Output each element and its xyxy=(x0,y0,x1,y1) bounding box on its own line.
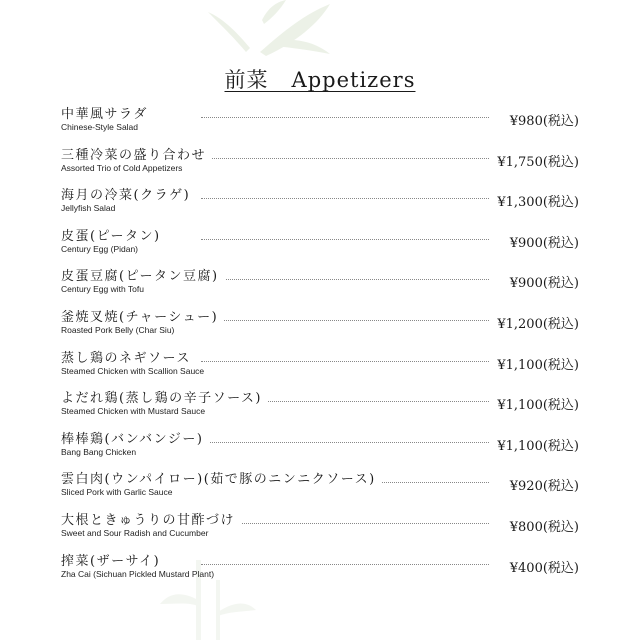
dot-leader xyxy=(201,523,489,524)
item-price: ¥980(税込) xyxy=(509,114,579,129)
item-name-en: Steamed Chicken with Scallion Sauce xyxy=(61,365,205,376)
item-price: ¥900(税込) xyxy=(509,235,579,251)
dot-leader xyxy=(201,442,489,443)
item-price: ¥1,100(税込) xyxy=(497,398,579,414)
menu-item xyxy=(61,425,579,466)
menu-item xyxy=(61,384,579,425)
item-name-en: Jellyfish Salad xyxy=(61,203,116,214)
item-name-en: Bang Bang Chicken xyxy=(61,446,137,457)
item-name-jp: 海月の冷菜(クラゲ) xyxy=(61,184,196,203)
item-price: ¥1,300(税込) xyxy=(497,195,579,211)
item-name-en: Assorted Trio of Cold Appetizers xyxy=(61,162,183,173)
menu-item xyxy=(61,181,579,222)
item-price: ¥1,200(税込) xyxy=(497,316,579,332)
menu-item xyxy=(61,100,579,141)
dot-leader xyxy=(201,117,489,118)
item-name-en: Roasted Pork Belly (Char Siu) xyxy=(61,324,175,335)
title-en: Appetizers xyxy=(291,68,416,92)
item-name-jp: 大根ときゅうりの甘酢づけ xyxy=(61,509,241,528)
menu-item xyxy=(61,344,579,385)
item-price: ¥1,100(税込) xyxy=(497,438,579,454)
item-name-jp: 釜焼叉焼(チャーシュー) xyxy=(61,306,224,325)
dot-leader xyxy=(201,361,489,362)
dot-leader xyxy=(201,320,489,321)
item-name-en: Chinese-Style Salad xyxy=(61,122,139,132)
menu-item xyxy=(61,547,579,588)
menu-item xyxy=(61,222,579,263)
item-name-jp: 搾菜(ザーサイ) xyxy=(61,550,166,569)
item-price: ¥900(税込) xyxy=(509,276,579,292)
title-jp: 前菜 xyxy=(224,68,269,92)
menu-item xyxy=(61,465,579,506)
menu-item xyxy=(61,303,579,344)
item-name-jp: 皮蛋(ピータン) xyxy=(61,225,167,244)
dot-leader xyxy=(201,158,489,159)
item-price: ¥920(税込) xyxy=(509,479,579,495)
title-text xyxy=(225,68,416,92)
item-price: ¥1,100(税込) xyxy=(497,357,579,373)
item-name-jp: 皮蛋豆腐(ピータン豆腐) xyxy=(61,265,225,284)
item-name-en: Steamed Chicken with Mustard Sauce xyxy=(61,406,206,417)
item-price: ¥1,750(税込) xyxy=(497,154,579,170)
item-name-jp: 蒸し鶏のネギソース xyxy=(61,347,197,366)
page-title xyxy=(0,64,640,94)
menu-item xyxy=(61,141,579,182)
dot-leader xyxy=(201,198,489,199)
item-name-en: Zha Cai (Sichuan Pickled Mustard Plant) xyxy=(61,568,215,579)
item-name-en: Century Egg (Pidan) xyxy=(61,243,139,254)
menu-item xyxy=(61,262,579,303)
item-price: ¥800(税込) xyxy=(509,519,579,535)
menu-item-list xyxy=(61,100,579,587)
item-name-jp: よだれ鶏(蒸し鶏の辛子ソース) xyxy=(61,387,268,406)
item-name-en: Sweet and Sour Radish and Cucumber xyxy=(61,527,209,538)
item-name-jp: 三種冷菜の盛り合わせ xyxy=(61,144,212,163)
item-price: ¥400(税込) xyxy=(509,560,579,576)
dot-leader xyxy=(201,564,489,565)
item-name-jp: 中華風サラダ xyxy=(61,103,154,122)
item-name-jp: 雲白肉(ウンパイロー)(茹で豚のニンニクソース) xyxy=(61,468,382,487)
menu-item xyxy=(61,506,579,547)
item-name-en: Sliced Pork with Garlic Sauce xyxy=(61,487,173,498)
dot-leader xyxy=(201,239,489,240)
item-name-jp: 棒棒鶏(バンバンジー) xyxy=(61,428,209,447)
item-name-en: Century Egg with Tofu xyxy=(61,284,144,295)
dot-leader xyxy=(201,279,489,280)
